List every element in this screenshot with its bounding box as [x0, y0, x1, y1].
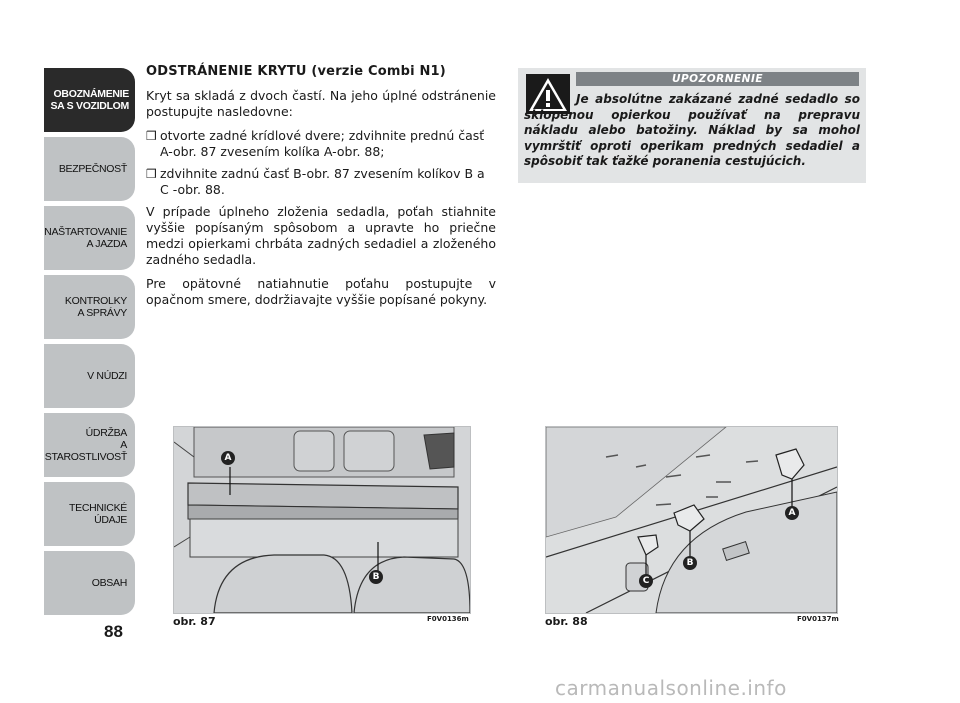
- tab-udrzba[interactable]: [44, 413, 135, 477]
- warning-text: Je absolútne zakázané zadné sedadlo so sklopenou opierkou používať na prepravu nákladu alebo batožiny. Náklad by sa mohol vymrštiť oproti operikam predných sedadiel a spôsobiť tak ťažké poranenia cestujúcich.: [524, 92, 860, 168]
- list-item: [146, 128, 496, 160]
- tab-bezpecnost[interactable]: [44, 137, 135, 201]
- tab-technicke-udaje[interactable]: [44, 482, 135, 546]
- callout-a: A: [221, 451, 235, 465]
- figure-87-image: [173, 426, 471, 614]
- callout-b: B: [683, 556, 697, 570]
- tab-label: V NÚDZI: [87, 370, 127, 382]
- chapter-tabs: [44, 68, 135, 620]
- tab-label: NAŠTARTOVANIE A JAZDA: [44, 226, 127, 250]
- checkbox-icon: ❒: [146, 167, 157, 181]
- tab-oboznamenie[interactable]: [44, 68, 135, 132]
- callout-b: B: [369, 570, 383, 584]
- list-item: [146, 166, 496, 198]
- callout-a: A: [785, 506, 799, 520]
- watermark: carmanualsonline.info: [555, 676, 787, 700]
- warning-box: [518, 68, 866, 183]
- paragraph: Pre opätovné natiahnutie poťahu postupujte v opačnom smere, dodržiavajte vyššie popísané pokyny.: [146, 276, 496, 307]
- tab-nastartovanie[interactable]: [44, 206, 135, 270]
- tab-label: TECHNICKÉ ÚDAJE: [69, 502, 127, 526]
- tab-label: KONTROLKY A SPRÁVY: [64, 295, 127, 319]
- tab-label: BEZPEČNOSŤ: [58, 163, 127, 175]
- figure-87-code: F0V0136m: [427, 615, 469, 623]
- tab-label: ÚDRŽBA A STAROSTLIVOSŤ: [44, 427, 127, 463]
- tab-obsah[interactable]: [44, 551, 135, 615]
- bullet-text: zdvihnite zadnú časť B-obr. 87 zvesením kolíkov B a C -obr. 88.: [160, 166, 485, 197]
- tab-label: OBSAH: [91, 577, 127, 589]
- section-title: ODSTRÁNENIE KRYTU (verzie Combi N1): [146, 64, 446, 79]
- tab-v-nudzi[interactable]: [44, 344, 135, 408]
- paragraph: V prípade úplneho zloženia sedadla, poťah stiahnite vyššie popísaným spôsobom a upravte ho priečne medzi opierkami chrbáta zadných sedadiel a zloženého zadného sedadla.: [146, 204, 496, 267]
- warning-heading: UPOZORNENIE: [576, 72, 859, 86]
- callout-c: C: [639, 574, 653, 588]
- figure-88-caption: obr. 88: [545, 615, 588, 628]
- figure-88-code: F0V0137m: [797, 615, 839, 623]
- figure-88-image: [545, 426, 838, 614]
- bullet-text: otvorte zadné krídlové dvere; zdvihnite prednú časť A-obr. 87 zvesením kolíka A-obr. 88;: [160, 128, 485, 159]
- checkbox-icon: ❒: [146, 129, 157, 143]
- main-text: [146, 64, 496, 316]
- figure-87-caption: obr. 87: [173, 615, 216, 628]
- tab-kontrolky[interactable]: [44, 275, 135, 339]
- page-number: 88: [104, 622, 123, 641]
- tab-label: OBOZNÁMENIE SA S VOZIDLOM: [50, 88, 129, 112]
- intro-paragraph: Kryt sa skladá z dvoch častí. Na jeho úplné odstránenie postupujte nasledovne:: [146, 88, 496, 119]
